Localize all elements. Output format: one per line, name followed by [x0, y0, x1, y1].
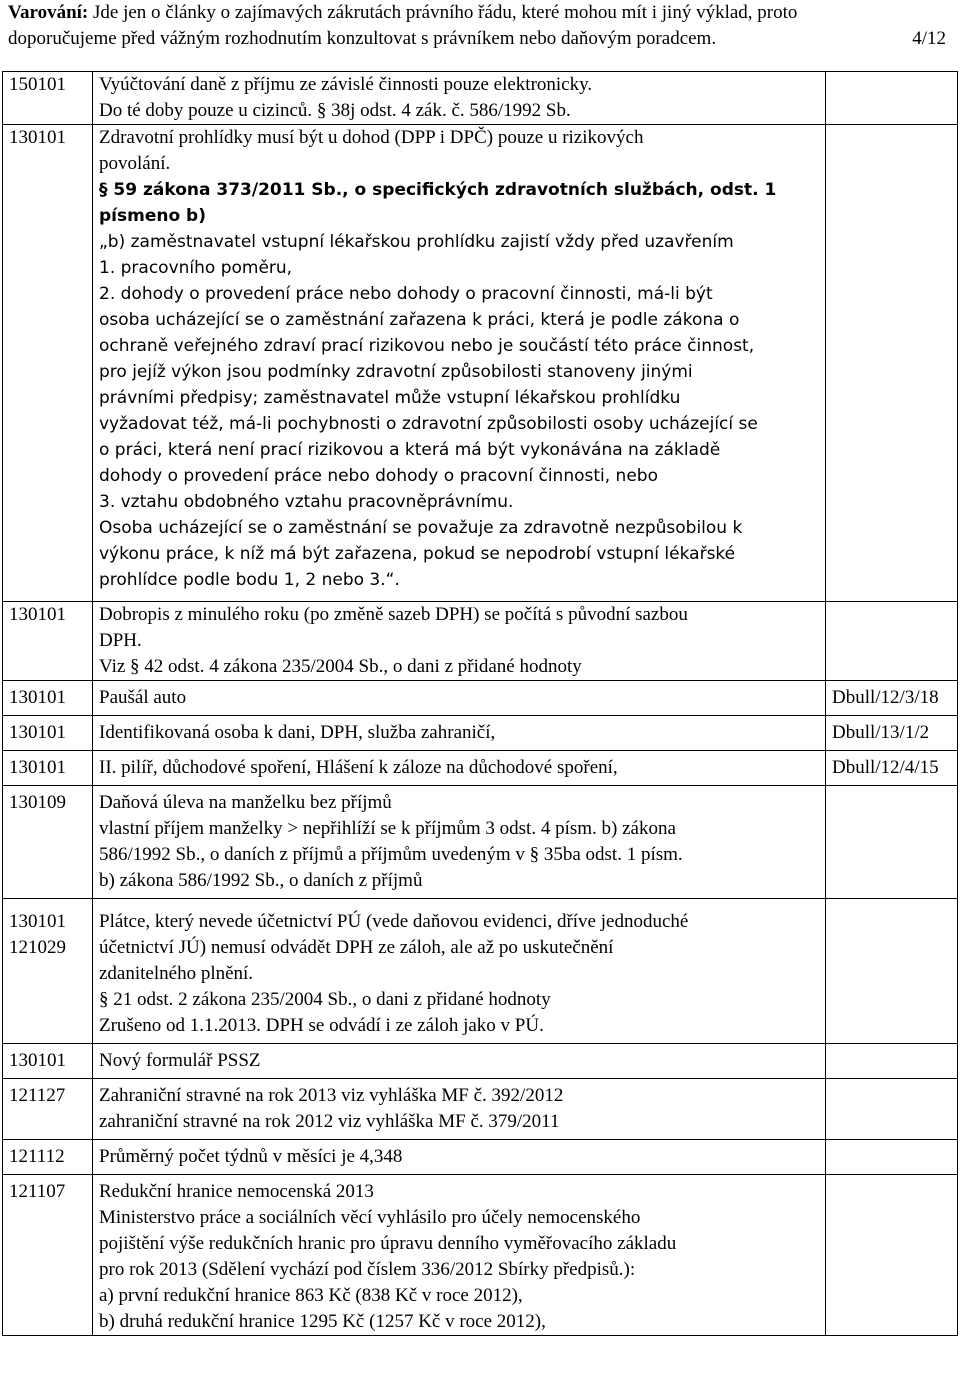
text-line: DPH.: [99, 630, 142, 651]
row-description: [93, 1044, 826, 1079]
row-code-primary: 130101: [9, 911, 66, 932]
row-description: [93, 72, 826, 125]
row-code: 150101: [3, 72, 93, 125]
row-reference: [826, 1140, 958, 1175]
row-code-secondary: 121029: [9, 937, 66, 958]
quote-line: o práci, která není prací rizikovou a která má být vykonávána na základě: [99, 440, 721, 460]
text-line: zahraniční stravné na rok 2012 viz vyhláška MF č. 379/2011: [99, 1111, 560, 1132]
row-code: 130101: [3, 1044, 93, 1079]
row-description: [93, 1079, 826, 1140]
text-line: b) druhá redukční hranice 1295 Kč (1257 Kč v roce 2012),: [99, 1311, 546, 1332]
row-code: 130101: [3, 751, 93, 786]
text-line: Zdravotní prohlídky musí být u dohod (DPP i DPČ) pouze u rizikových: [99, 127, 644, 148]
table-row: [3, 602, 958, 681]
table-row: [3, 72, 958, 125]
row-reference: [826, 125, 958, 602]
warning-text-line1: Jde jen o články o zajímavých zákrutách právního řádu, které mohou mít i jiný výklad, proto: [88, 2, 798, 23]
quote-line: 2. dohody o provedení práce nebo dohody o pracovní činnosti, má-li být: [99, 284, 713, 304]
text-line: povolání.: [99, 153, 171, 174]
text-line: Do té doby pouze u cizinců. § 38j odst. 4 zák. č. 586/1992 Sb.: [99, 100, 571, 121]
row-reference: Dbull/12/3/18: [826, 681, 958, 716]
quote-line: pro jejíž výkon jsou podmínky zdravotní způsobilosti stanoveny jinými: [99, 362, 693, 382]
row-code: 130109: [3, 786, 93, 899]
text-line: pojištění výše redukčních hranic pro úpravu denního vyměřovacího základu: [99, 1233, 677, 1254]
row-description: [93, 681, 826, 716]
table-row: [3, 1140, 958, 1175]
quote-line: vyžadovat též, má-li pochybnosti o zdravotní způsobilosti osoby ucházející se: [99, 414, 758, 434]
text-line: Zahraniční stravné na rok 2013 viz vyhláška MF č. 392/2012: [99, 1085, 564, 1106]
quote-line: výkonu práce, k níž má být zařazena, pokud se nepodrobí vstupní lékařské: [99, 544, 736, 564]
row-reference: Dbull/13/1/2: [826, 716, 958, 751]
quote-line: „b) zaměstnavatel vstupní lékařskou prohlídku zajistí vždy před uzavřením: [99, 232, 734, 252]
row-reference: [826, 72, 958, 125]
quote-line: 1. pracovního poměru,: [99, 258, 293, 278]
text-line: Dobropis z minulého roku (po změně sazeb DPH) se počítá s původní sazbou: [99, 604, 688, 625]
quote-line: dohody o provedení práce nebo dohody o pracovní činnosti, nebo: [99, 466, 658, 486]
row-code: 121112: [3, 1140, 93, 1175]
row-description: [93, 125, 826, 602]
text-line: Redukční hranice nemocenská 2013: [99, 1181, 374, 1202]
row-description: [93, 716, 826, 751]
row-reference: [826, 1044, 958, 1079]
row-description: [93, 899, 826, 1044]
text-line: Daňová úleva na manželku bez příjmů: [99, 792, 392, 813]
row-code: 130101: [3, 125, 93, 602]
quote-line: ochraně veřejného zdraví prací rizikovou nebo je součástí této práce činnost,: [99, 336, 755, 356]
row-code: 121107: [3, 1175, 93, 1336]
text-line: Paušál auto: [99, 687, 187, 708]
text-line: vlastní příjem manželky > nepřihlíží se k příjmům 3 odst. 4 písm. b) zákona: [99, 818, 676, 839]
row-description: [93, 1175, 826, 1336]
row-description: [93, 751, 826, 786]
text-line: Plátce, který nevede účetnictví PÚ (vede daňovou evidenci, dříve jednoduché: [99, 911, 689, 932]
text-line: Zrušeno od 1.1.2013. DPH se odvádí i ze záloh jako v PÚ.: [99, 1015, 544, 1036]
text-line: b) zákona 586/1992 Sb., o daních z příjmů: [99, 870, 423, 891]
quote-line: 3. vztahu obdobného vztahu pracovněprávnímu.: [99, 492, 514, 512]
text-line: zdanitelného plnění.: [99, 963, 254, 984]
table-row: [3, 899, 958, 1044]
row-code: 130101: [3, 681, 93, 716]
row-description: [93, 786, 826, 899]
row-code: 130101: [3, 602, 93, 681]
table-row: [3, 125, 958, 602]
table-row: [3, 1044, 958, 1079]
quote-line: Osoba ucházející se o zaměstnání se považuje za zdravotně nezpůsobilou k: [99, 518, 743, 538]
row-reference: [826, 1175, 958, 1336]
row-code: [3, 899, 93, 1044]
law-citation-line: písmeno b): [99, 206, 206, 226]
quote-line: právními předpisy; zaměstnavatel může vstupní lékařskou prohlídku: [99, 388, 681, 408]
warning-label: Varování:: [8, 2, 89, 23]
text-line: účetnictví JÚ) nemusí odvádět DPH ze záloh, ale až po uskutečnění: [99, 937, 614, 958]
text-line: § 21 odst. 2 zákona 235/2004 Sb., o dani z přidané hodnoty: [99, 989, 551, 1010]
page-number: 4/12: [912, 28, 946, 49]
news-table: [2, 71, 958, 1336]
table-row: [3, 1079, 958, 1140]
quote-line: prohlídce podle bodu 1, 2 nebo 3.“.: [99, 570, 400, 590]
text-line: Identifikovaná osoba k dani, DPH, služba zahraničí,: [99, 722, 496, 743]
table-row: [3, 1175, 958, 1336]
text-line: Nový formulář PSSZ: [99, 1050, 261, 1071]
row-reference: Dbull/12/4/15: [826, 751, 958, 786]
table-row: [3, 681, 958, 716]
text-line: pro rok 2013 (Sdělení vychází pod číslem 336/2012 Sbírky předpisů.):: [99, 1259, 636, 1280]
table-row: [3, 751, 958, 786]
quote-line: osoba ucházející se o zaměstnání zařazena k práci, která je podle zákona o: [99, 310, 740, 330]
text-line: Viz § 42 odst. 4 zákona 235/2004 Sb., o dani z přidané hodnoty: [99, 656, 582, 677]
row-description: [93, 602, 826, 681]
text-line: a) první redukční hranice 863 Kč (838 Kč v roce 2012),: [99, 1285, 523, 1306]
warning-header: [8, 0, 952, 52]
table-row: [3, 716, 958, 751]
row-reference: [826, 602, 958, 681]
text-line: Průměrný počet týdnů v měsíci je 4,348: [99, 1146, 403, 1167]
text-line: Vyúčtování daně z příjmu ze závislé činnosti pouze elektronicky.: [99, 74, 593, 95]
row-code: 130101: [3, 716, 93, 751]
row-reference: [826, 1079, 958, 1140]
text-line: 586/1992 Sb., o daních z příjmů a příjmům uvedeným v § 35ba odst. 1 písm.: [99, 844, 683, 865]
warning-text-line2: doporučujeme před vážným rozhodnutím konzultovat s právníkem nebo daňovým poradcem.: [8, 28, 717, 49]
text-line: II. pilíř, důchodové spoření, Hlášení k záloze na důchodové spoření,: [99, 757, 618, 778]
text-line: Ministerstvo práce a sociálních věcí vyhlásilo pro účely nemocenského: [99, 1207, 641, 1228]
row-reference: [826, 899, 958, 1044]
law-citation-line: § 59 zákona 373/2011 Sb., o specifických zdravotních službách, odst. 1: [99, 180, 777, 200]
table-row: [3, 786, 958, 899]
row-reference: [826, 786, 958, 899]
row-description: [93, 1140, 826, 1175]
row-code: 121127: [3, 1079, 93, 1140]
